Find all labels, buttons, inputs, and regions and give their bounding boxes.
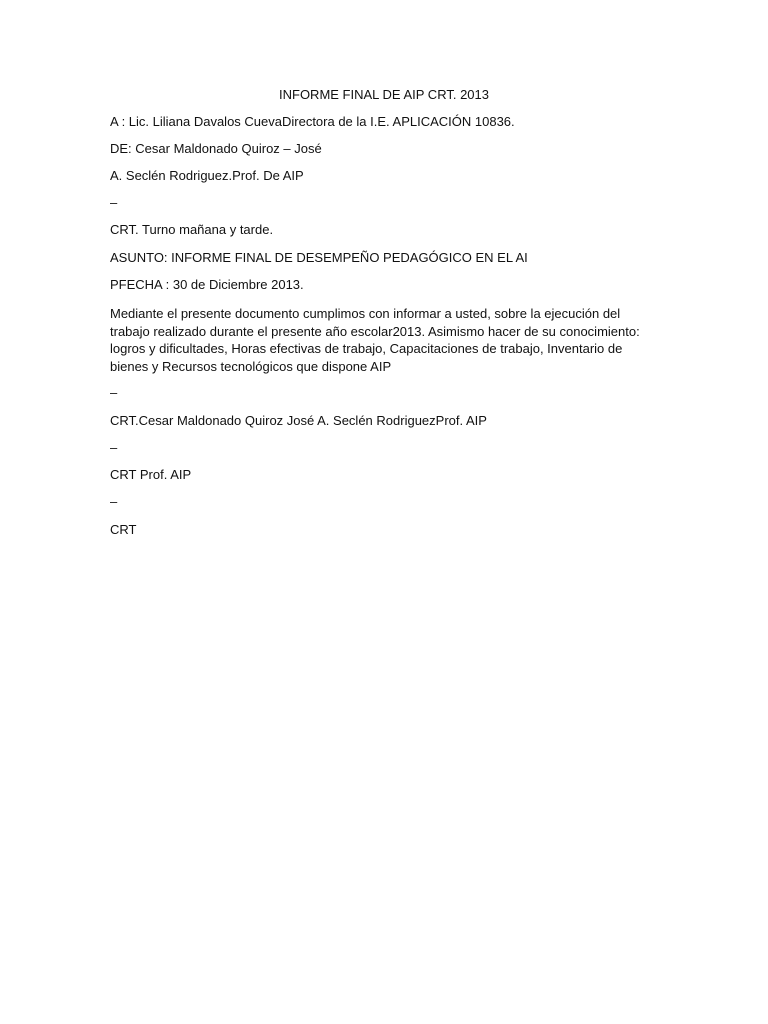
- addressee-line: A : Lic. Liliana Davalos CuevaDirectora de la I.E. APLICACIÓN 10836.: [110, 114, 515, 129]
- paragraph-line: logros y dificultades, Horas efectivas de trabajo, Capacitaciones de trabajo, Inventario de: [110, 341, 623, 356]
- signature-title-line: CRT Prof. AIP: [110, 467, 192, 482]
- signature-line: CRT.Cesar Maldonado Quiroz José A. Seclén RodriguezProf. AIP: [110, 413, 487, 428]
- paragraph-line: trabajo realizado durante el presente año escolar2013. Asimismo hacer de su conocimiento:: [110, 323, 640, 339]
- paragraph-line: bienes y Recursos tecnológicos que dispone AIP: [110, 358, 392, 374]
- crt-line: CRT: [110, 522, 137, 537]
- from-line-continued: A. Seclén Rodriguez.Prof. De AIP: [110, 168, 304, 183]
- dash-line: –: [110, 494, 118, 509]
- date-line: PFECHA : 30 de Diciembre 2013.: [110, 277, 304, 292]
- subject-line: ASUNTO: INFORME FINAL DE DESEMPEÑO PEDAGÓGICO EN EL AI: [110, 250, 528, 265]
- dash-line: –: [110, 385, 118, 400]
- shift-line: CRT. Turno mañana y tarde.: [110, 222, 274, 237]
- from-line: DE: Cesar Maldonado Quiroz – José: [110, 141, 322, 156]
- dash-line: –: [110, 440, 118, 455]
- document-title: INFORME FINAL DE AIP CRT. 2013: [279, 87, 489, 102]
- dash-line: –: [110, 195, 118, 210]
- paragraph-line: Mediante el presente documento cumplimos con informar a usted, sobre la ejecución del: [110, 306, 621, 321]
- body-paragraph: [110, 305, 650, 375]
